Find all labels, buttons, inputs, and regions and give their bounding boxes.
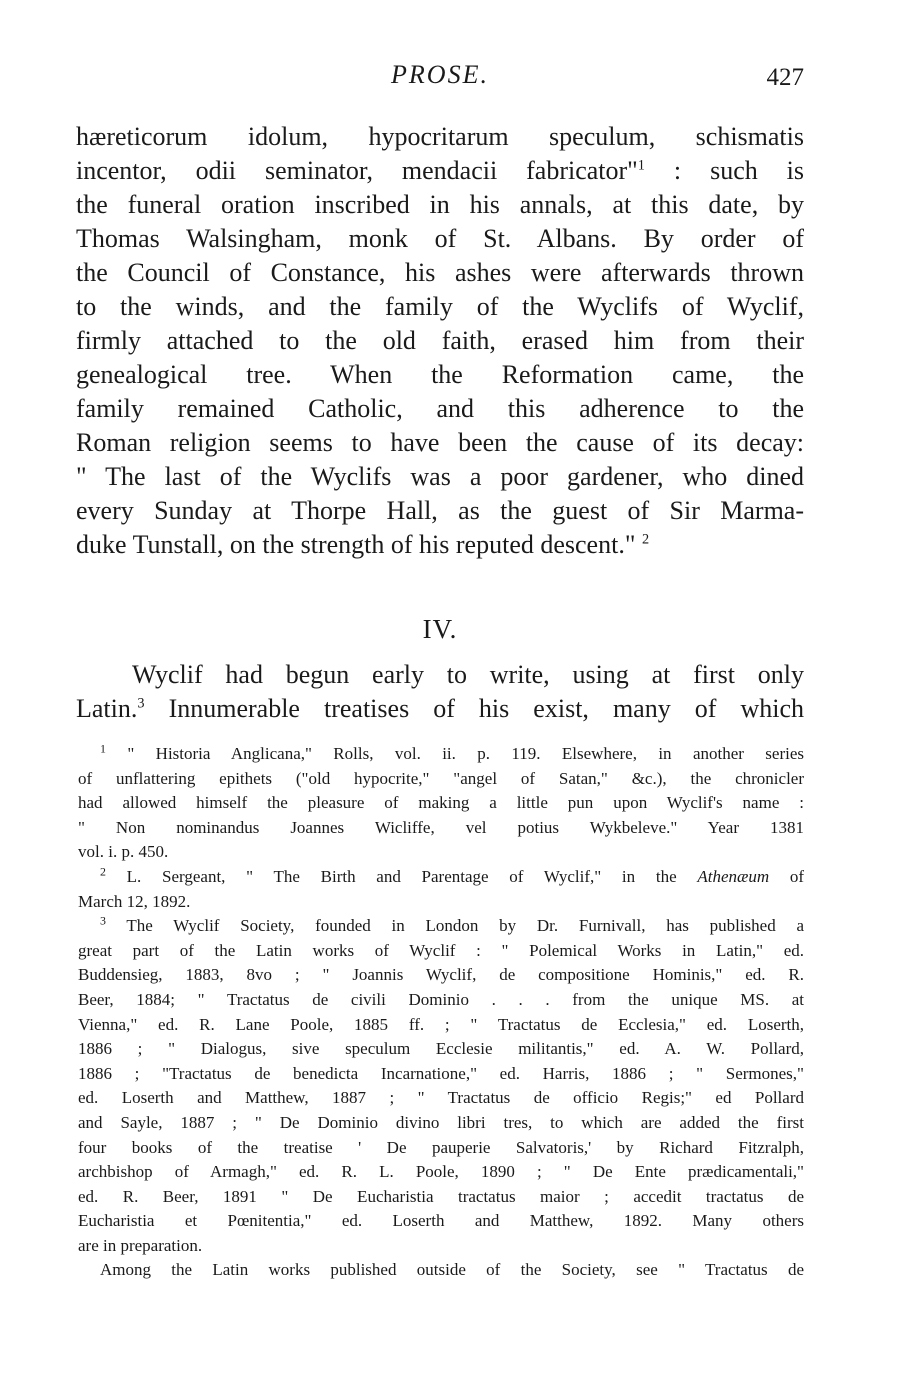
footnote-marker: 3 xyxy=(100,914,106,928)
text-span: " Historia Anglicana," Rolls, vol. ii. p. 119. Elsewhere, in another series xyxy=(127,744,804,763)
text-span: Innumerable treatises of his exist, many of which xyxy=(144,694,804,723)
text-line: family remained Catholic, and this adherence to the xyxy=(76,394,804,423)
footnote-3-line: 1886 ; " Dialogus, sive speculum Ecclesie militantis," ed. A. W. Pollard, xyxy=(78,1039,804,1059)
footnote-2-line xyxy=(78,865,804,890)
footnote-3-line: archbishop of Armagh," ed. R. L. Poole, 1890 ; " De Ente prædicamentali," xyxy=(78,1162,804,1182)
footnote-1-line: " Non nominandus Joannes Wicliffe, vel potius Wykbeleve." Year 1381 xyxy=(78,817,804,837)
running-title: PROSE. xyxy=(391,60,489,89)
section-heading: IV. xyxy=(422,614,458,644)
journal-title: Athenæum xyxy=(697,866,770,886)
text-line: every Sunday at Thorpe Hall, as the guest of Sir Marma- xyxy=(76,496,804,525)
text-line xyxy=(76,692,804,726)
running-head xyxy=(76,60,804,100)
footnote-continuation-line: Among the Latin works published outside of the Society, see " Tractatus de xyxy=(100,1260,804,1280)
footnote-1-line: vol. i. p. 450. xyxy=(78,842,169,862)
text-line: genealogical tree. When the Reformation came, the xyxy=(76,360,804,389)
body-paragraph-1 xyxy=(76,120,804,562)
text-line: Roman religion seems to have been the cause of its decay: xyxy=(76,428,804,457)
footnote-ref[interactable]: 2 xyxy=(641,531,650,548)
text-span: duke Tunstall, on the strength of his reputed descent." xyxy=(76,530,636,559)
text-line: Wyclif had begun early to write, using at first only xyxy=(132,660,804,689)
footnote-3-line: ed. R. Beer, 1891 " De Eucharistia tractatus maior ; accedit tractatus de xyxy=(78,1186,804,1206)
footnotes xyxy=(78,742,804,1283)
text-line: to the winds, and the family of the Wyclifs of Wyclif, xyxy=(76,292,804,321)
text-span: L. Sergeant, " The Birth and Parentage of Wyclif," in the xyxy=(126,866,698,886)
text-line: " The last of the Wyclifs was a poor gardener, who dined xyxy=(76,462,804,491)
text-line: the funeral oration inscribed in his annals, at this date, by xyxy=(76,190,804,219)
text-line: Thomas Walsingham, monk of St. Albans. By order of xyxy=(76,224,804,253)
footnote-ref[interactable]: 1 xyxy=(637,157,645,174)
text-span: incentor, odii seminator, mendacii fabricator" xyxy=(76,156,638,185)
footnote-marker: 1 xyxy=(100,742,106,756)
text-line: the Council of Constance, his ashes were afterwards thrown xyxy=(76,258,804,287)
text-line: hæreticorum idolum, hypocritarum speculum, schismatis xyxy=(76,122,804,151)
footnote-3-line: four books of the treatise ' De pauperie Salvatoris,' by Richard Fitzralph, xyxy=(78,1137,804,1157)
footnote-3-line: Beer, 1884; " Tractatus de civili Dominio . . . from the unique MS. at xyxy=(78,989,804,1009)
footnote-3-line: Vienna," ed. R. Lane Poole, 1885 ff. ; " Tractatus de Ecclesia," ed. Loserth, xyxy=(78,1014,804,1034)
text-span: Latin. xyxy=(76,694,138,723)
text-line: firmly attached to the old faith, erased him from their xyxy=(76,326,804,355)
footnote-marker: 2 xyxy=(100,864,106,879)
page-number: 427 xyxy=(766,64,804,91)
text-line xyxy=(76,154,804,188)
footnote-2-line: March 12, 1892. xyxy=(78,891,191,911)
footnote-3-line: are in preparation. xyxy=(78,1235,203,1255)
footnote-3-line: 1886 ; "Tractatus de benedicta Incarnatione," ed. Harris, 1886 ; " Sermones," xyxy=(78,1063,804,1083)
text-span: of xyxy=(769,866,804,886)
text-line xyxy=(76,528,804,562)
body-paragraph-2 xyxy=(76,658,804,726)
footnote-3-line: great part of the Latin works of Wyclif : " Polemical Works in Latin," ed. xyxy=(78,940,804,960)
footnote-1-line xyxy=(78,742,804,767)
text-span: The Wyclif Society, founded in London by Dr. Furnivall, has published a xyxy=(126,916,804,936)
footnote-3-line: ed. Loserth and Matthew, 1887 ; " Tractatus de officio Regis;" ed Pollard xyxy=(78,1088,804,1108)
footnote-1-line: had allowed himself the pleasure of making a little pun upon Wyclif's name : xyxy=(78,793,804,813)
footnote-ref[interactable]: 3 xyxy=(137,695,145,712)
footnote-1-line: of unflattering epithets ("old hypocrite," "angel of Satan," &c.), the chronicler xyxy=(78,768,804,788)
footnote-3-line xyxy=(78,914,804,939)
text-span: : such is xyxy=(673,156,804,185)
footnote-3-line: and Sayle, 1887 ; " De Dominio divino libri tres, to which are added the first xyxy=(78,1112,804,1132)
footnote-3-line: Eucharistia et Pœnitentia," ed. Loserth and Matthew, 1892. Many others xyxy=(78,1211,804,1231)
footnote-3-line: Buddensieg, 1883, 8vo ; " Joannis Wyclif, de compositione Hominis," ed. R. xyxy=(78,965,804,985)
